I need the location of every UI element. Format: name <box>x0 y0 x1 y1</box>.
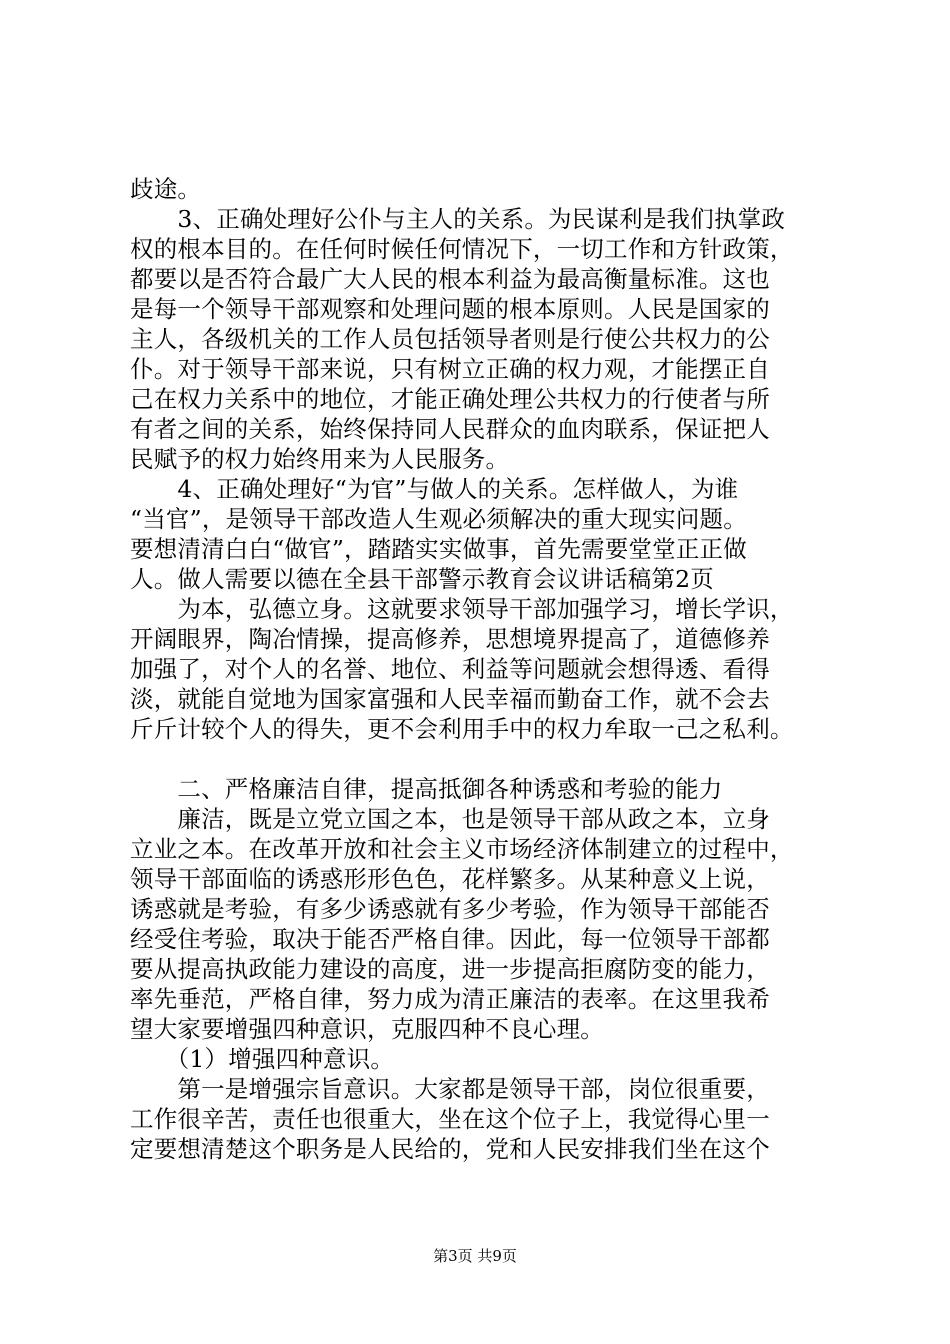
section-heading: 二、严格廉洁自律，提高抵御各种诱惑和考验的能力 <box>130 775 723 803</box>
document-body <box>130 174 825 1164</box>
text-line: 斤斤计较个人的得失，更不会利用手中的权力牟取一己之私利。 <box>130 715 794 743</box>
text-line: 加强了，对个人的名誉、地位、利益等问题就会想得透、看得 <box>130 655 770 683</box>
text-line: 立业之本。在改革开放和社会主义市场经济体制建立的过程中， <box>130 835 794 863</box>
text-line: 都要以是否符合最广大人民的根本利益为最高衡量标准。这也 <box>130 265 770 293</box>
paragraph-gap <box>130 744 825 774</box>
text-line: 为本，弘德立身。这就要求领导干部加强学习，增长学识， <box>130 595 794 623</box>
text-line: 开阔眼界，陶冶情操，提高修养，思想境界提高了，道德修养 <box>130 625 770 653</box>
text-line: 领导干部面临的诱惑形形色色，花样繁多。从某种意义上说， <box>130 865 770 893</box>
text-line: 定要想清楚这个职务是人民给的，党和人民安排我们坐在这个 <box>130 1135 770 1163</box>
text-line: 己在权力关系中的地位，才能正确处理公共权力的行使者与所 <box>130 385 770 413</box>
text-line: 权的根本目的。在任何时候任何情况下，一切工作和方针政策， <box>130 235 794 263</box>
text-line: 第一是增强宗旨意识。大家都是领导干部，岗位很重要， <box>130 1075 770 1103</box>
text-line: 3、正确处理好公仆与主人的关系。为民谋利是我们执掌政 <box>130 205 786 233</box>
text-line: 4、正确处理好“为官”与做人的关系。怎样做人，为谁 <box>130 475 739 503</box>
text-line: 有者之间的关系，始终保持同人民群众的血肉联系，保证把人 <box>130 415 770 443</box>
text-line: 是每一个领导干部观察和处理问题的根本原则。人民是国家的 <box>130 295 770 323</box>
text-line: 经受住考验，取决于能否严格自律。因此，每一位领导干部都 <box>130 925 770 953</box>
subsection-heading: （1）增强四种意识。 <box>130 1045 395 1073</box>
text-line: 要想清清白白“做官”，踏踏实实做事，首先需要堂堂正正做 <box>130 535 747 563</box>
text-line: 诱惑就是考验，有多少诱惑就有多少考验，作为领导干部能否 <box>130 895 770 923</box>
text-line: 望大家要增强四种意识，克服四种不良心理。 <box>130 1015 604 1043</box>
text-line: 廉洁，既是立党立国之本，也是领导干部从政之本，立身 <box>130 805 770 833</box>
text-line: 民赋予的权力始终用来为人民服务。 <box>130 445 510 473</box>
text-line: 要从提高执政能力建设的高度，进一步提高拒腐防变的能力， <box>130 955 770 983</box>
text-line: 主人，各级机关的工作人员包括领导者则是行使公共权力的公 <box>130 325 770 353</box>
text-line: 淡，就能自觉地为国家富强和人民幸福而勤奋工作，就不会去 <box>130 685 770 713</box>
text-line: 工作很辛苦，责任也很重大，坐在这个位子上，我觉得心里一 <box>130 1105 770 1133</box>
text-line: “当官”，是领导干部改造人生观必须解决的重大现实问题。 <box>130 505 747 533</box>
page-indicator: 第3页 共9页 <box>433 1247 517 1265</box>
text-line: 率先垂范，严格自律，努力成为清正廉洁的表率。在这里我希 <box>130 985 770 1013</box>
text-line: 人。做人需要以德在全县干部警示教育会议讲话稿第2页 <box>130 565 714 593</box>
text-line: 仆。对于领导干部来说，只有树立正确的权力观，才能摆正自 <box>130 355 770 383</box>
text-line: 歧途。 <box>130 175 202 203</box>
